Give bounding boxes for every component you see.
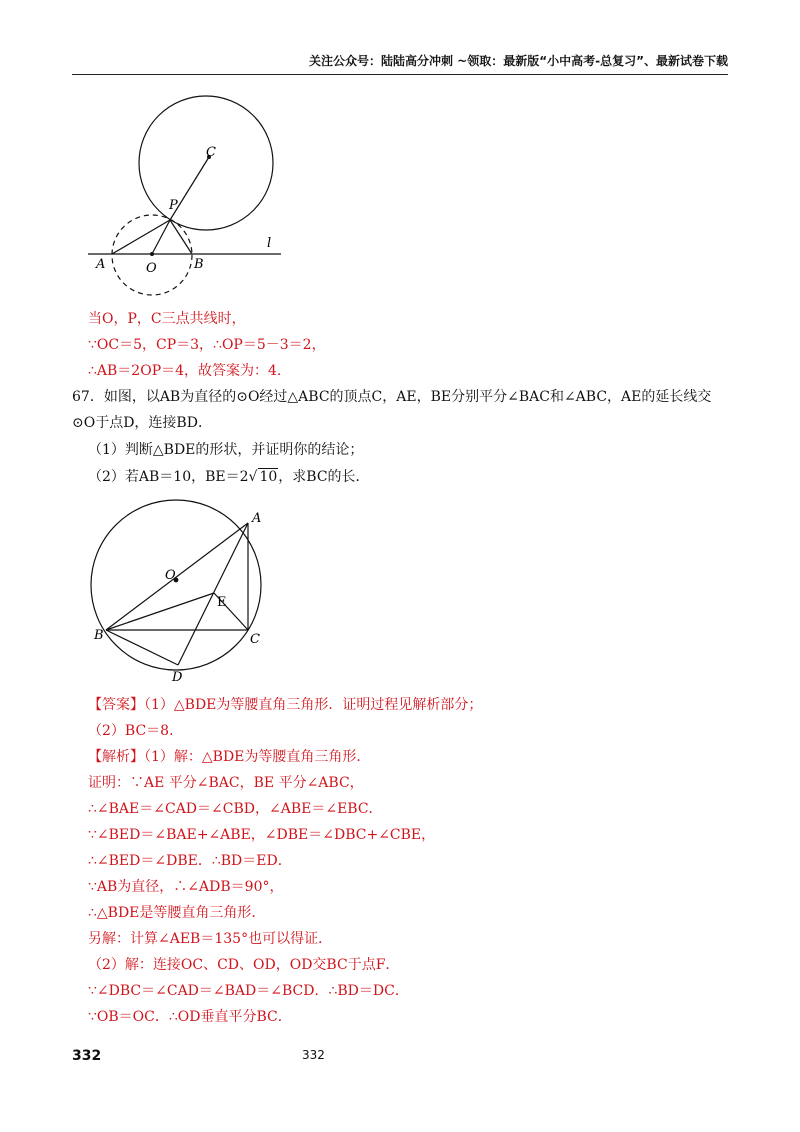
- q2-text-post: ，求BC的长．: [278, 469, 370, 485]
- page-number-center: 332: [302, 1048, 325, 1062]
- analysis-line-6: ∵AB为直径，∴∠ADB＝90°，: [88, 879, 284, 895]
- problem-line-1: 67．如图，以AB为直径的⊙O经过△ABC的顶点C，AE，BE分别平分∠BAC和∠ABC，AE的延长线交: [72, 389, 712, 405]
- analysis-line-9: （2）解：连接OC、CD、OD，OD交BC于点F．: [88, 957, 400, 973]
- prev-solution-line-1: 当O，P，C三点共线时，: [88, 311, 246, 327]
- label-o: O: [146, 261, 157, 276]
- label-d: D: [172, 670, 183, 685]
- answer-line-1: 【答案】（1）△BDE为等腰直角三角形．证明过程见解析部分；: [88, 697, 483, 713]
- point-o: [150, 252, 154, 256]
- segment-ab: [106, 523, 248, 630]
- segment-bd: [106, 630, 178, 665]
- analysis-line-2: 证明：∵AE 平分∠BAC，BE 平分∠ABC，: [88, 775, 364, 791]
- label-a: A: [96, 257, 106, 272]
- figure-triangle-circle: [86, 498, 286, 690]
- prev-solution-line-2: ∵OC＝5，CP＝3，∴OP＝5－3＝2，: [88, 337, 326, 353]
- label-o: O: [165, 568, 176, 583]
- header-text: 关注公众号：陆陆高分冲刺 ~领取：最新版“小中高考-总复习”、最新试卷下载: [309, 54, 728, 68]
- label-e: E: [217, 595, 227, 610]
- label-c: C: [250, 632, 260, 647]
- label-c: C: [206, 145, 216, 160]
- label-l: l: [267, 236, 272, 251]
- analysis-line-5: ∴∠BED＝∠DBE．∴BD＝ED．: [88, 853, 292, 869]
- label-a: A: [252, 511, 262, 526]
- circle-c: [139, 96, 273, 230]
- page-header: [72, 52, 728, 75]
- analysis-line-1: 【解析】（1）解：△BDE为等腰直角三角形．: [88, 749, 371, 765]
- label-b: B: [194, 257, 204, 272]
- sqrt-symbol: √: [248, 469, 258, 485]
- analysis-line-3: ∴∠BAE＝∠CAD＝∠CBD，∠ABE＝∠EBC．: [88, 801, 383, 817]
- answer-line-2: （2）BC＝8．: [88, 723, 184, 739]
- analysis-line-11: ∵OB＝OC．∴OD垂直平分BC．: [88, 1009, 292, 1025]
- prev-solution-line-3: ∴AB＝2OP＝4，故答案为：4.: [88, 363, 282, 379]
- q2-radicand: 10: [259, 469, 278, 485]
- label-p: P: [169, 198, 178, 213]
- analysis-line-4: ∵∠BED＝∠BAE+∠ABE，∠DBE＝∠DBC+∠CBE，: [88, 827, 436, 843]
- problem-line-2: ⊙O于点D，连接BD．: [72, 415, 212, 431]
- page-number-left: 332: [72, 1048, 102, 1064]
- analysis-line-7: ∴△BDE是等腰直角三角形．: [88, 905, 266, 921]
- analysis-line-8: 另解：计算∠AEB＝135°也可以得证．: [88, 931, 333, 947]
- problem-question-1: （1）判断△BDE的形状，并证明你的结论；: [88, 442, 364, 458]
- analysis-line-10: ∵∠DBC＝∠CAD＝∠BAD＝∠BCD．∴BD＝DC．: [88, 983, 409, 999]
- label-b: B: [94, 628, 104, 643]
- figure-circles: [86, 94, 286, 298]
- problem-question-2: [88, 466, 370, 486]
- circle-o: [91, 500, 261, 670]
- q2-text-pre: （2）若AB＝10，BE＝2: [88, 469, 249, 485]
